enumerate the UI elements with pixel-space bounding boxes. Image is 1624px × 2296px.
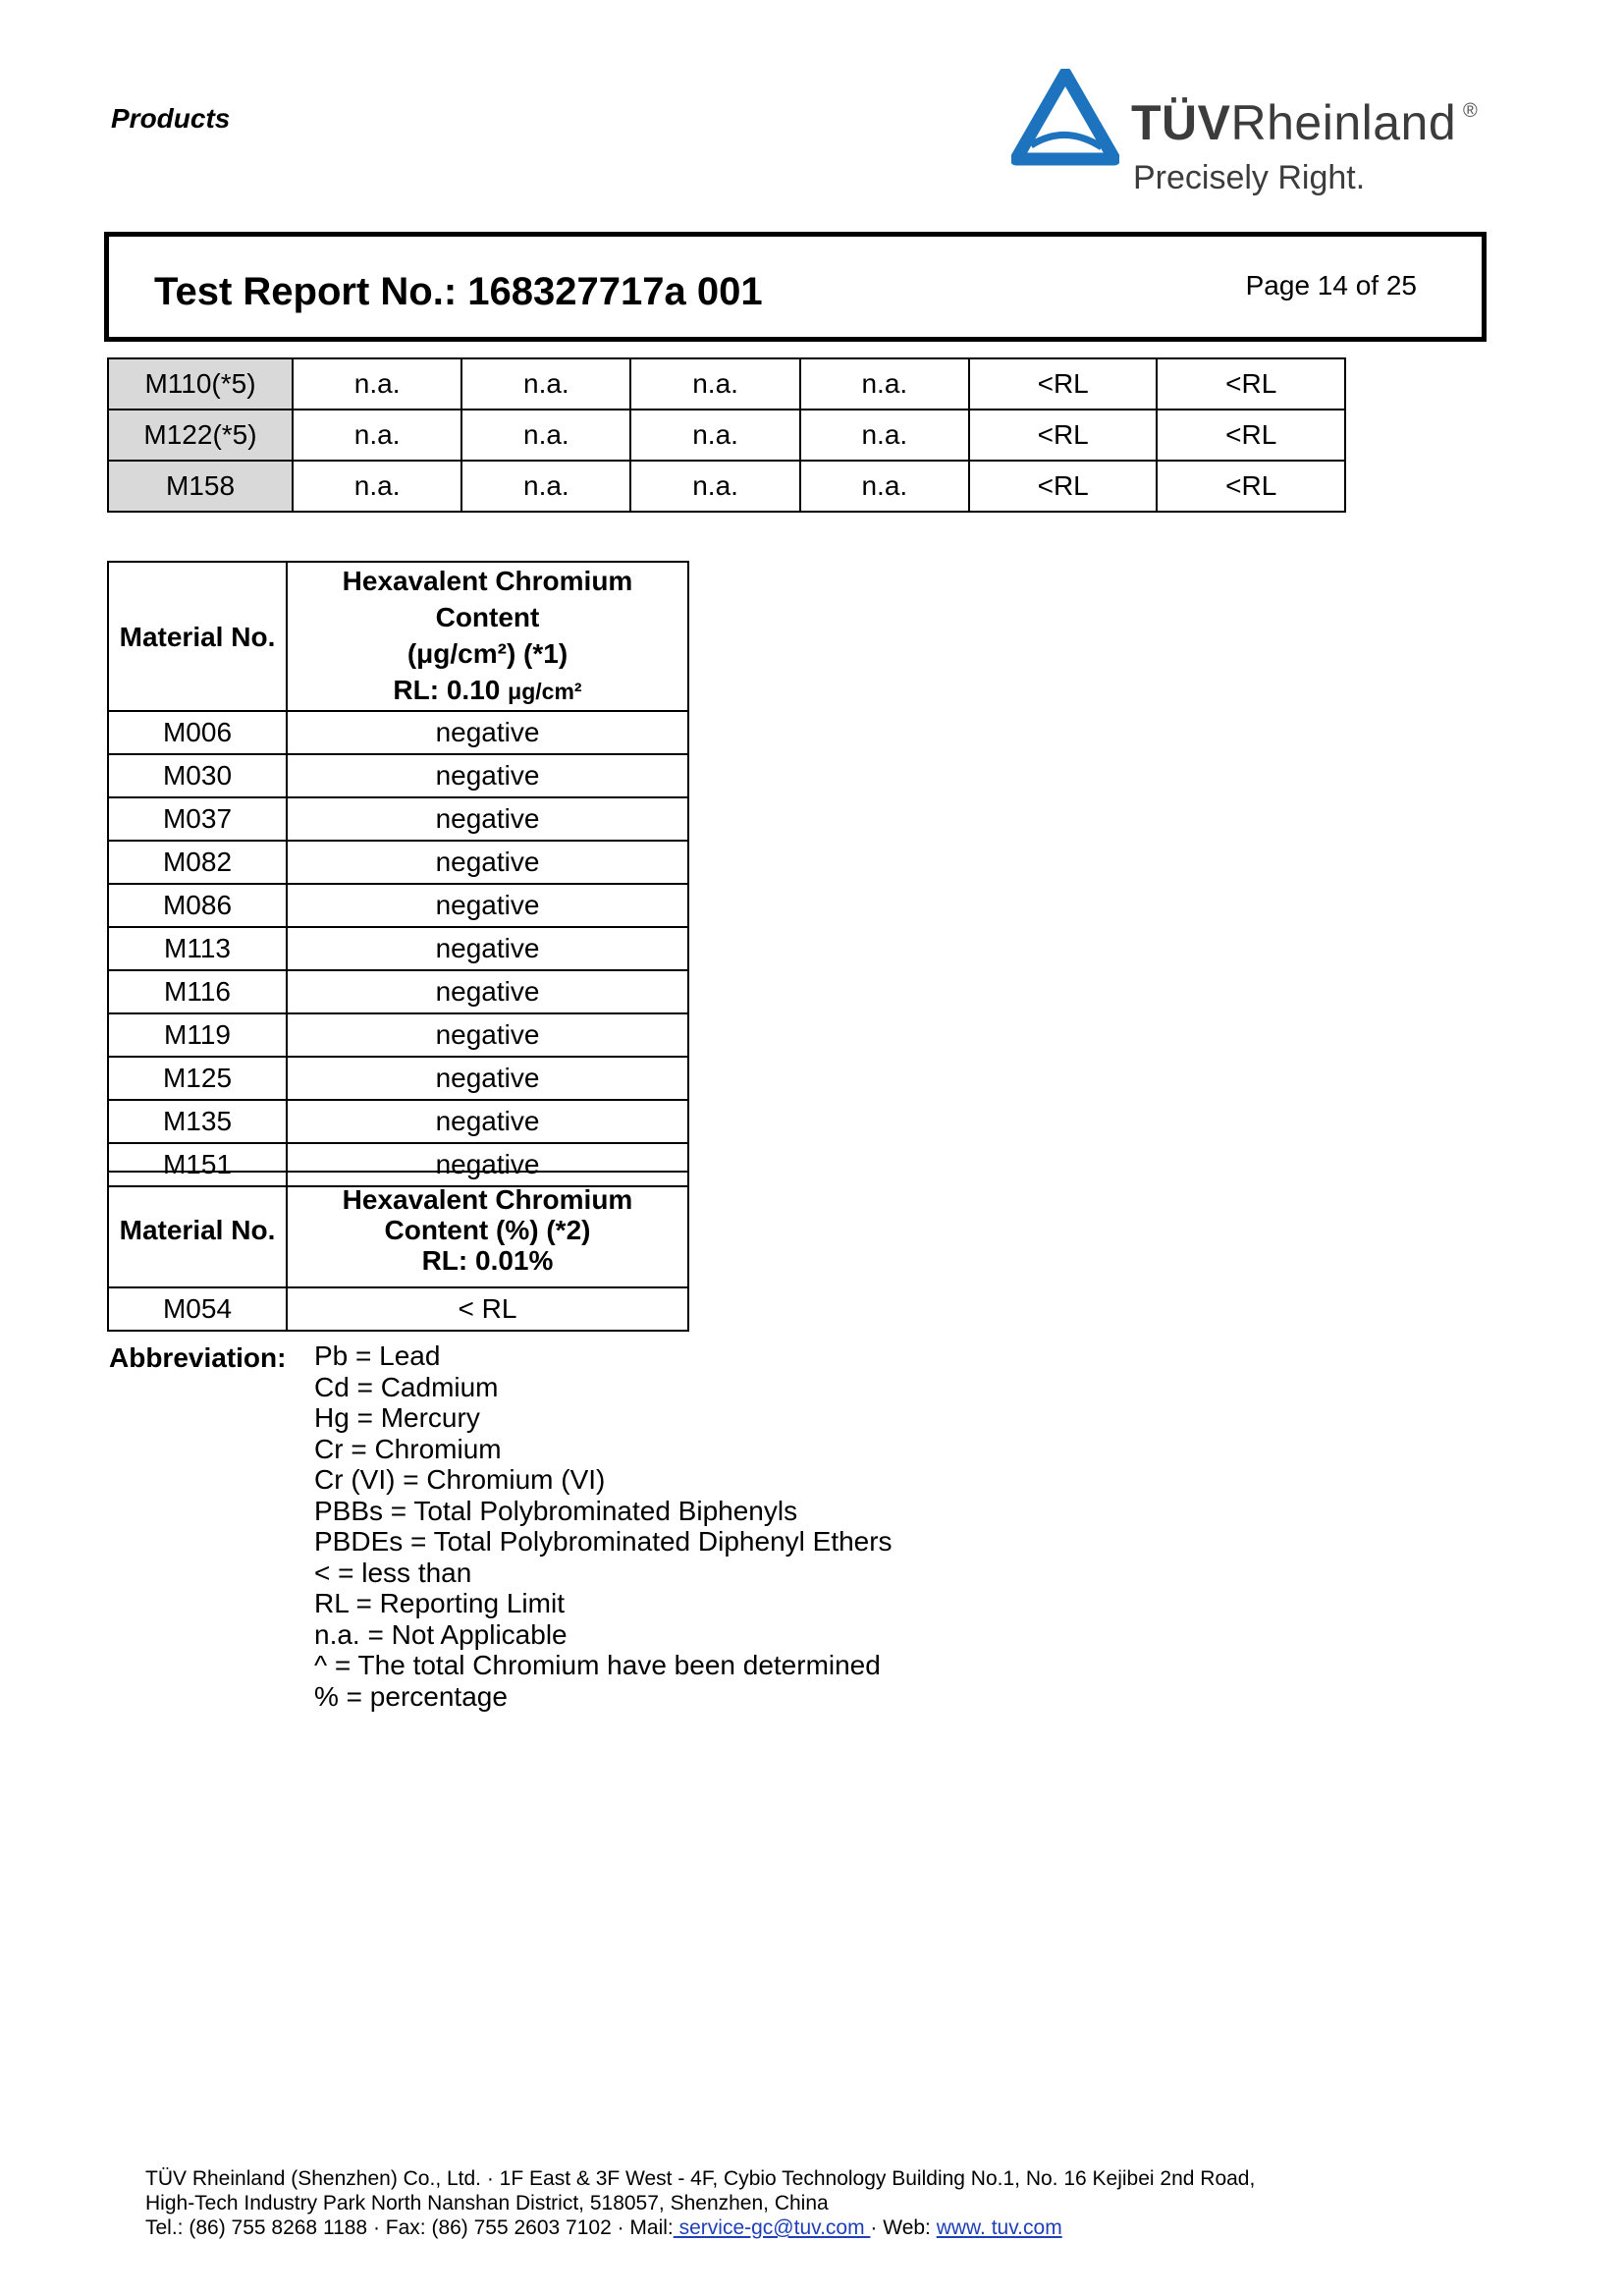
report-header-box (104, 232, 1487, 342)
footer-address-line: TÜV Rheinland (Shenzhen) Co., Ltd. · 1F East & 3F West - 4F, Cybio Technology Building No.1, No. 16 Kejibei 2nd Road, (145, 2167, 1256, 2190)
material-no-cell: M113 (108, 927, 287, 970)
abbreviation-item: Cr (VI) = Chromium (VI) (314, 1464, 606, 1495)
result-cell: n.a. (293, 410, 461, 461)
result-cell: n.a. (630, 461, 799, 512)
logo-tagline: Precisely Right. (1133, 159, 1366, 196)
result-cell: n.a. (800, 358, 969, 410)
result-cell: negative (287, 1143, 688, 1186)
result-cell: <RL (969, 410, 1158, 461)
table-row (108, 711, 688, 754)
material-no-cell: M125 (108, 1057, 287, 1100)
table-row (108, 970, 688, 1013)
registered-mark: ® (1463, 100, 1478, 122)
header-line: RL: 0.10 μg/cm² (393, 675, 582, 705)
material-no-cell: M110(*5) (108, 358, 293, 410)
hexavalent-chromium-table (107, 561, 689, 1187)
header-cr-content (287, 1172, 688, 1287)
header-line: Hexavalent Chromium Content (342, 566, 633, 632)
abbreviation-item: Hg = Mercury (314, 1402, 480, 1433)
material-no-cell: M135 (108, 1100, 287, 1143)
material-no-cell: M006 (108, 711, 287, 754)
result-cell: negative (287, 927, 688, 970)
report-title: Test Report No.: 168327717a 001 (154, 270, 763, 313)
result-cell: negative (287, 884, 688, 927)
material-no-cell: M054 (108, 1287, 287, 1331)
section-label: Products (111, 103, 231, 134)
table-row (108, 797, 688, 841)
result-cell: negative (287, 1013, 688, 1057)
footer-contact-line: Tel.: (86) 755 8268 1188 · Fax: (86) 755 2603 7102 · Mail: service-gc@tuv.com · Web: www. tuv.com (145, 2216, 1062, 2239)
abbreviation-item: n.a. = Not Applicable (314, 1618, 568, 1650)
result-cell: negative (287, 841, 688, 884)
result-cell: negative (287, 754, 688, 797)
abbreviation-title: Abbreviation: (109, 1342, 287, 1373)
table-row (108, 841, 688, 884)
company-logo (1011, 69, 1502, 206)
result-cell: n.a. (293, 461, 461, 512)
header-line: RL: 0.01% (421, 1244, 554, 1276)
table-row (108, 1287, 688, 1331)
abbreviation-item: PBDEs = Total Polybrominated Diphenyl Ethers (314, 1526, 893, 1557)
result-cell: negative (287, 797, 688, 841)
table-row (108, 1013, 688, 1057)
material-no-cell: M151 (108, 1143, 287, 1186)
result-cell: n.a. (461, 461, 630, 512)
material-no-cell: M030 (108, 754, 287, 797)
abbreviation-item: ^ = The total Chromium have been determined (314, 1650, 881, 1680)
table-row (108, 358, 1345, 410)
result-cell: <RL (969, 461, 1158, 512)
footer (145, 2166, 1255, 2240)
result-cell: negative (287, 1057, 688, 1100)
material-no-cell: M122(*5) (108, 410, 293, 461)
logo-brand: TÜVRheinland (1131, 95, 1457, 150)
result-cell: n.a. (293, 358, 461, 410)
result-cell: <RL (1157, 358, 1345, 410)
results-table-continued (107, 357, 1346, 513)
result-cell: negative (287, 1100, 688, 1143)
header-line: Content (%) (*2) (384, 1214, 591, 1245)
abbreviation-item: Cd = Cadmium (314, 1371, 499, 1402)
abbreviation-item: < = less than (314, 1557, 472, 1588)
abbreviation-item: PBBs = Total Polybrominated Biphenyls (314, 1495, 798, 1526)
table-row (108, 754, 688, 797)
abbreviation-list (314, 1340, 893, 1712)
table-row (108, 884, 688, 927)
table-row (108, 410, 1345, 461)
website-link[interactable]: www. tuv.com (936, 2216, 1062, 2239)
triangle-logo-icon (1011, 69, 1119, 167)
abbreviation-item: Pb = Lead (314, 1340, 441, 1371)
header-line: (μg/cm²) (*1) (406, 638, 568, 669)
header-material-no: Material No. (108, 1172, 287, 1287)
result-cell: n.a. (800, 461, 969, 512)
table-row (108, 927, 688, 970)
abbreviation-item: % = percentage (314, 1680, 508, 1712)
table-row (108, 1057, 688, 1100)
result-cell: n.a. (461, 410, 630, 461)
result-cell: negative (287, 711, 688, 754)
abbreviation-item: Cr = Chromium (314, 1433, 502, 1464)
email-link[interactable]: service-gc@tuv.com (673, 2216, 871, 2239)
result-cell: n.a. (630, 358, 799, 410)
result-cell: <RL (1157, 461, 1345, 512)
table-row (108, 1100, 688, 1143)
material-no-cell: M116 (108, 970, 287, 1013)
result-cell: <RL (1157, 410, 1345, 461)
result-cell: n.a. (461, 358, 630, 410)
hexavalent-chromium-percent-table (107, 1171, 689, 1332)
material-no-cell: M086 (108, 884, 287, 927)
abbreviation-item: RL = Reporting Limit (314, 1588, 565, 1618)
material-no-cell: M119 (108, 1013, 287, 1057)
result-cell: < RL (287, 1287, 688, 1331)
header-line: Hexavalent Chromium (342, 1183, 633, 1215)
material-no-cell: M082 (108, 841, 287, 884)
result-cell: negative (287, 970, 688, 1013)
result-cell: n.a. (800, 410, 969, 461)
table-row (108, 461, 1345, 512)
header-material-no: Material No. (108, 562, 287, 711)
material-no-cell: M158 (108, 461, 293, 512)
result-cell: n.a. (630, 410, 799, 461)
material-no-cell: M037 (108, 797, 287, 841)
result-cell: <RL (969, 358, 1158, 410)
header-cr-content (287, 562, 688, 711)
page-number: Page 14 of 25 (1245, 270, 1417, 301)
footer-address-line: High-Tech Industry Park North Nanshan District, 518057, Shenzhen, China (145, 2192, 829, 2214)
